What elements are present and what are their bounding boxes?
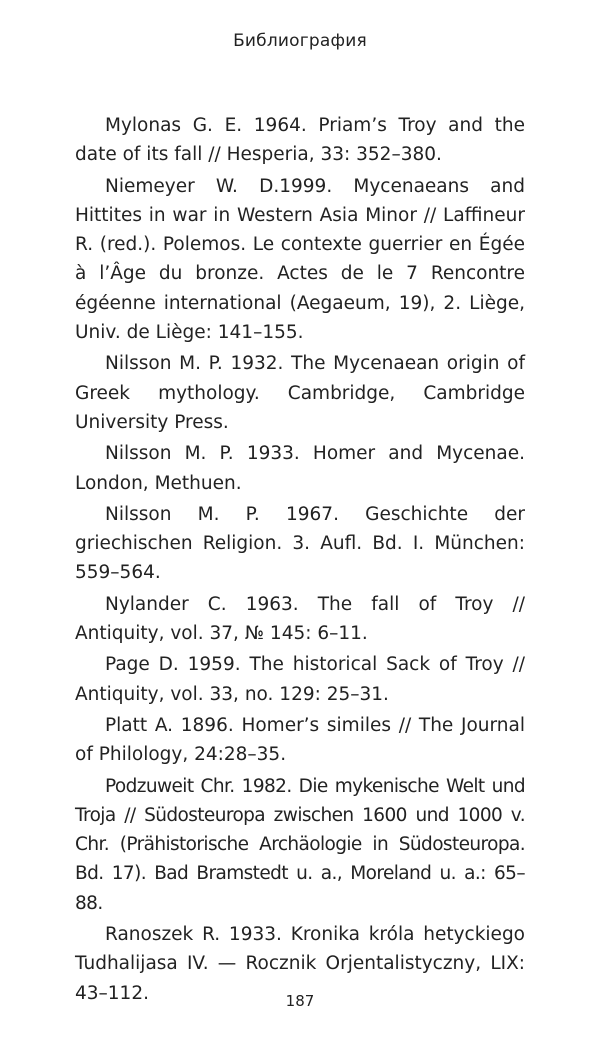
bibliography-entry-mylonas-1964: Mylonas G. E. 1964. Priam’s Troy and the date of its fall // Hesperia, 33: 352–380. (75, 115, 525, 166)
running-head: Библиография (233, 31, 367, 51)
bibliography-entry-podzuweit-1982: Podzuweit Chr. 1982. Die mykenische Welt und Troja // Südosteuropa zwischen 1600 und 1000 v. Chr. (Prähistorische Archäologie in Südosteuropa. Bd. 17). Bad Bramstedt u. a., Moreland u. a.: 65–88. (75, 775, 525, 914)
bibliography-entry-nilsson-1932: Nilsson M. P. 1932. The Mycenaean origin of Greek mythology. Cambridge, Cambridge University Press. (75, 353, 525, 433)
bibliography-entry-ranoszek-1933: Ranoszek R. 1933. Kronika króla hetyckiego Tudhalijasa IV. — Rocznik Orjentalistyczny, LIX: 43–112. (75, 924, 525, 1004)
bibliography-entry-niemeyer-1999: Niemeyer W. D.1999. Mycenaeans and Hittites in war in Western Asia Minor // Laffineur R. (red.). Polemos. Le contexte guerrier en Égée à l’Âge du bronze. Actes de le 7 Rencontre égéenne international (Aegaeum, 19), 2. Liège, Univ. de Liège: 141–155. (75, 175, 525, 344)
bibliography-entry-nilsson-1933: Nilsson M. P. 1933. Homer and Mycenae. London, Methuen. (75, 443, 525, 494)
bibliography-entry-platt-1896: Platt A. 1896. Homer’s similes // The Journal of Philology, 24:28–35. (75, 714, 525, 766)
bibliography-list (75, 111, 525, 1010)
page-number: 187 (285, 992, 315, 1010)
bibliography-entry-nilsson-1967: Nilsson M. P. 1967. Geschichte der griechischen Religion. 3. Aufl. Bd. I. München: 559–564. (75, 503, 525, 584)
bibliography-entry-page-1959: Page D. 1959. The historical Sack of Troy // Antiquity, vol. 33, no. 129: 25–31. (75, 654, 525, 705)
bibliography-entry-nylander-1963: Nylander C. 1963. The fall of Troy // Antiquity, vol. 37, № 145: 6–11. (75, 593, 525, 645)
